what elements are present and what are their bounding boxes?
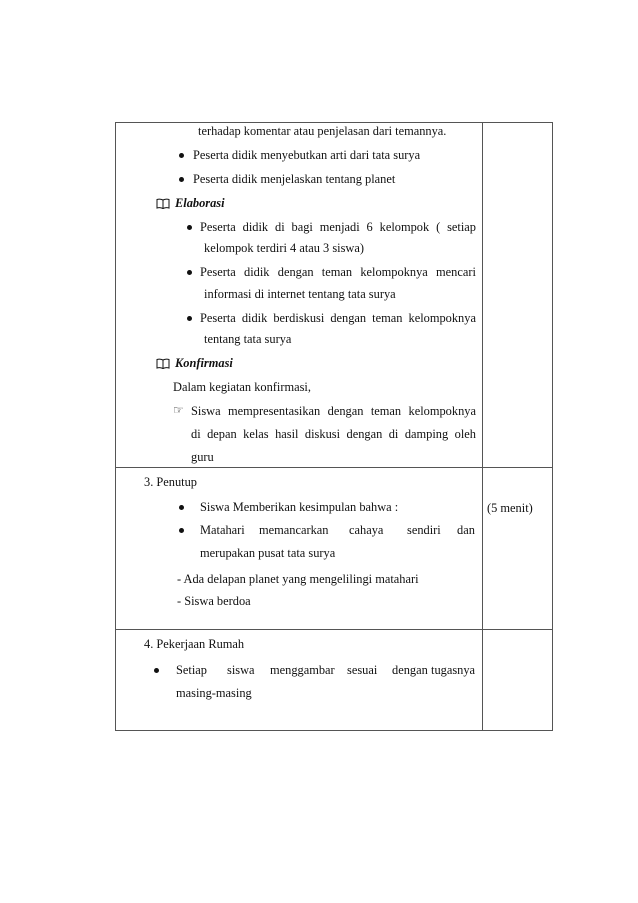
table-border-bottom xyxy=(115,730,553,731)
bullet-icon xyxy=(187,270,192,275)
list-item-continuation: guru xyxy=(191,450,214,464)
konfirmasi-intro: Dalam kegiatan konfirmasi, xyxy=(173,380,311,394)
list-item-continuation: kelompok terdiri 4 atau 3 siswa) xyxy=(204,241,365,255)
list-item-word: menggambar xyxy=(270,663,335,677)
time-allocation: (5 menit) xyxy=(487,501,533,515)
list-item: Siswa Memberikan kesimpulan bahwa : xyxy=(200,500,399,514)
bullet-icon xyxy=(179,528,184,533)
list-item-word: Setiap xyxy=(176,663,207,677)
pointing-hand-icon: ☞ xyxy=(173,403,184,417)
dash-item: - Ada delapan planet yang mengelilingi matahari xyxy=(177,572,419,586)
list-item-continuation: masing-masing xyxy=(176,686,252,700)
list-item-word: Matahari xyxy=(200,523,245,537)
list-item: Peserta didik berdiskusi dengan teman kelompoknya xyxy=(200,311,476,325)
list-item: Peserta didik menjelaskan tentang planet xyxy=(193,172,396,186)
list-item-continuation: di depan kelas hasil diskusi dengan di damping oleh xyxy=(191,427,476,441)
bullet-icon xyxy=(187,225,192,230)
list-item: Peserta didik di bagi menjadi 6 kelompok ( setiap xyxy=(200,220,476,234)
list-item: Peserta didik menyebutkan arti dari tata surya xyxy=(193,148,421,162)
list-item-word: siswa xyxy=(227,663,255,677)
list-item-word: cahaya xyxy=(349,523,384,537)
list-item-word: sendiri xyxy=(407,523,441,537)
list-item: Siswa mempresentasikan dengan teman kelompoknya xyxy=(191,404,476,418)
section-heading-pekerjaan-rumah: 4. Pekerjaan Rumah xyxy=(144,637,245,651)
table-border-left xyxy=(115,122,116,731)
table-border-top xyxy=(115,122,553,123)
list-item-continuation: informasi di internet tentang tata surya xyxy=(204,287,396,301)
column-divider xyxy=(482,122,483,731)
list-item-word: dan xyxy=(457,523,475,537)
bullet-icon xyxy=(187,316,192,321)
bullet-icon xyxy=(179,177,184,182)
bullet-icon xyxy=(154,668,159,673)
section-heading-konfirmasi: Konfirmasi xyxy=(175,356,233,370)
section-heading-elaborasi: Elaborasi xyxy=(175,196,225,210)
row-divider-1 xyxy=(115,467,553,468)
bullet-icon xyxy=(179,153,184,158)
list-item-word: sesuai xyxy=(347,663,378,677)
book-icon xyxy=(156,198,170,209)
section-heading-penutup: 3. Penutup xyxy=(144,475,198,489)
bullet-icon xyxy=(179,505,184,510)
list-item-continuation: merupakan pusat tata surya xyxy=(200,546,336,560)
list-item: Peserta didik dengan teman kelompoknya mencari xyxy=(200,265,476,279)
list-item-word: dengan xyxy=(392,663,428,677)
dash-item: - Siswa berdoa xyxy=(177,594,251,608)
book-icon xyxy=(156,358,170,369)
list-item-word: tugasnya xyxy=(431,663,476,677)
list-item-word: memancarkan xyxy=(259,523,329,537)
continuation-line: terhadap komentar atau penjelasan dari temannya. xyxy=(198,124,447,138)
list-item-continuation: tentang tata surya xyxy=(204,332,292,346)
row-divider-2 xyxy=(115,629,553,630)
table-border-right xyxy=(552,122,553,731)
